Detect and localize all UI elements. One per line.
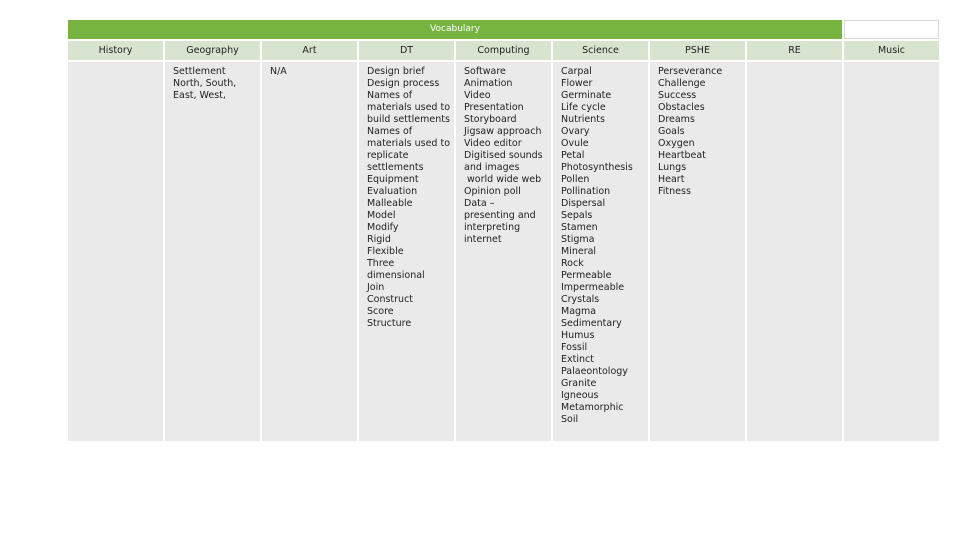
column-header-history: History [68, 41, 163, 60]
vocabulary-word: Soil [561, 414, 579, 425]
vocabulary-word: Photosynthesis [561, 162, 633, 173]
vocabulary-word: Structure [367, 318, 412, 329]
vocabulary-word: Malleable [367, 198, 413, 209]
vocabulary-word: Data – [464, 198, 495, 209]
vocabulary-word: Magma [561, 306, 597, 317]
vocabulary-word: Challenge [658, 78, 706, 89]
vocabulary-word: internet [464, 234, 502, 245]
column-words-history [68, 62, 163, 441]
vocabulary-word: Obstacles [658, 102, 705, 113]
column-words-science [553, 62, 648, 441]
vocabulary-word: Video [464, 90, 491, 101]
column-words-re [747, 62, 842, 441]
vocabulary-word: Equipment [367, 174, 419, 185]
table-title-cell [68, 20, 842, 39]
vocabulary-word: Construct [367, 294, 414, 305]
vocabulary-word: Evaluation [367, 186, 418, 197]
vocabulary-word: Ovary [561, 126, 590, 137]
vocabulary-word: Impermeable [561, 282, 625, 293]
column-header-re: RE [747, 41, 842, 60]
vocabulary-word: Carpal [561, 66, 592, 77]
vocabulary-word: North, South, [173, 78, 237, 89]
vocabulary-word: Three [367, 258, 395, 269]
vocabulary-word: Life cycle [561, 102, 606, 113]
table-title-empty-cell [844, 20, 939, 39]
vocabulary-word: Fossil [561, 342, 588, 353]
column-header-pshe: PSHE [650, 41, 745, 60]
vocabulary-word: Stamen [561, 222, 598, 233]
vocabulary-word: N/A [270, 66, 287, 77]
vocabulary-word: and images [464, 162, 520, 173]
vocabulary-word: Design process [367, 78, 440, 89]
vocabulary-word: Pollen [561, 174, 590, 185]
vocabulary-word: Flexible [367, 246, 404, 257]
vocabulary-word: Presentation [464, 102, 524, 113]
vocabulary-word: Digitised sounds [464, 150, 543, 161]
vocabulary-word: East, West, [173, 90, 226, 101]
vocabulary-word: dimensional [367, 270, 425, 281]
column-words-pshe [650, 62, 745, 441]
column-words-music [844, 62, 939, 441]
vocabulary-word: Animation [464, 78, 513, 89]
vocabulary-word: Pollination [561, 186, 611, 197]
vocabulary-word: Success [658, 90, 697, 101]
vocabulary-word: Software [464, 66, 506, 77]
column-header-dt: DT [359, 41, 454, 60]
vocabulary-word: Names of [367, 126, 413, 137]
vocabulary-word: Metamorphic [561, 402, 624, 413]
vocabulary-word: Granite [561, 378, 597, 389]
vocabulary-word: Ovule [561, 138, 589, 149]
column-words-computing [456, 62, 551, 441]
vocabulary-word: Opinion poll [464, 186, 521, 197]
vocabulary-word: interpreting [464, 222, 521, 233]
vocabulary-word: Jigsaw approach [464, 126, 542, 137]
column-header-computing: Computing [456, 41, 551, 60]
column-words-art [262, 62, 357, 441]
vocabulary-word: Germinate [561, 90, 612, 101]
vocabulary-word: Perseverance [658, 66, 723, 77]
header-row [68, 41, 939, 60]
vocabulary-word: Goals [658, 126, 685, 137]
vocabulary-word: world wide web [464, 174, 542, 185]
vocabulary-word: Sepals [561, 210, 593, 221]
vocabulary-word: Nutrients [561, 114, 605, 125]
column-header-geography: Geography [165, 41, 260, 60]
vocabulary-word: replicate [367, 150, 409, 161]
vocabulary-word: materials used to [367, 102, 451, 113]
vocabulary-word: Join [367, 282, 385, 293]
vocabulary-word: Video editor [464, 138, 522, 149]
vocabulary-word: Modify [367, 222, 399, 233]
vocabulary-word: settlements [367, 162, 424, 173]
table-title: Vocabulary [430, 24, 480, 34]
column-header-music: Music [844, 41, 939, 60]
vocabulary-word: Igneous [561, 390, 599, 401]
vocabulary-word: Palaeontology [561, 366, 628, 377]
vocabulary-word: Oxygen [658, 138, 695, 149]
vocabulary-word: Extinct [561, 354, 594, 365]
vocabulary-word: Design brief [367, 66, 425, 77]
vocabulary-word: Lungs [658, 162, 687, 173]
vocabulary-word: Heart [658, 174, 685, 185]
vocabulary-word: Dreams [658, 114, 695, 125]
vocabulary-word: build settlements [367, 114, 450, 125]
vocabulary-word: Flower [561, 78, 593, 89]
content-row [68, 62, 939, 441]
column-words-geography [165, 62, 260, 441]
vocabulary-word: Stigma [561, 234, 595, 245]
vocabulary-word: Crystals [561, 294, 600, 305]
column-header-art: Art [262, 41, 357, 60]
vocabulary-table [66, 20, 941, 441]
vocabulary-word: Storyboard [464, 114, 517, 125]
vocabulary-word: Petal [561, 150, 585, 161]
vocabulary-word: Settlement [173, 66, 226, 77]
vocabulary-word: presenting and [464, 210, 536, 221]
vocabulary-word: Humus [561, 330, 595, 341]
vocabulary-word: Heartbeat [658, 150, 706, 161]
vocabulary-word: Score [367, 306, 394, 317]
vocabulary-word: Model [367, 210, 396, 221]
vocabulary-word: Sedimentary [561, 318, 622, 329]
vocabulary-word: Mineral [561, 246, 597, 257]
column-words-dt [359, 62, 454, 441]
vocabulary-word: Permeable [561, 270, 612, 281]
vocabulary-word: Fitness [658, 186, 691, 197]
vocabulary-word: Rock [561, 258, 584, 269]
vocabulary-word: Names of [367, 90, 413, 101]
column-header-science: Science [553, 41, 648, 60]
vocabulary-word: materials used to [367, 138, 451, 149]
vocabulary-word: Rigid [367, 234, 391, 245]
vocabulary-word: Dispersal [561, 198, 606, 209]
